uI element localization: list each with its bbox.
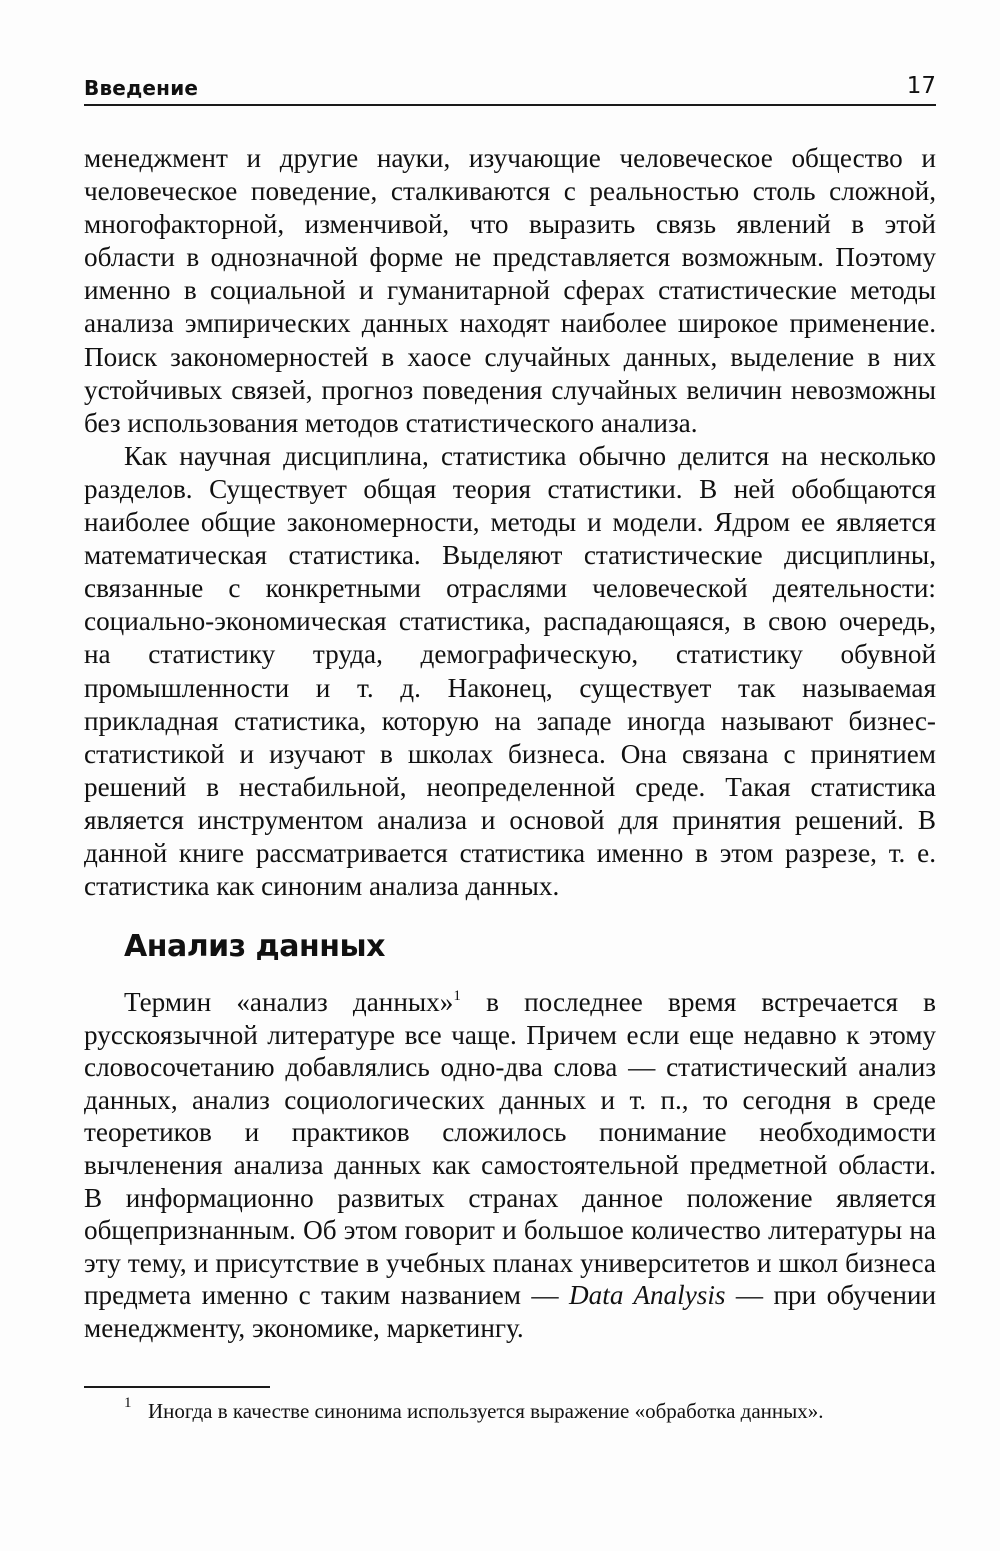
intro-paragraph-2: Как научная дисциплина, статистика обычно делится на несколько разделов. Существует общая теория статистики. В ней обобщаются наиболее общие закономерности, методы и модели. Ядром ее является математическая статистика. Выделяют статистические дисциплины, связанные с конкретными отраслями человеческой деятельности: социально-экономическая статистика, распадающаяся, в свою очередь, на статистику труда, демографическую, статистику обувной промышленности и т. д. Наконец, существует так называемая прикладная статистика, которую на западе иногда называют бизнес-статистикой и изучают в школах бизнеса. Она связана с принятием решений в нестабильной, неопределенной среде. Такая статистика является инструментом анализа и основой для принятия решений. В данной книге рассматривается статистика именно в этом разрезе, т. е. статистика как синоним анализа данных.: [84, 440, 936, 902]
section-text: [84, 986, 936, 1345]
page-number: 17: [906, 73, 936, 99]
running-title: Введение: [84, 76, 199, 100]
footnote-divider: [84, 1386, 270, 1388]
footnote-reference[interactable]: 1: [453, 988, 461, 1004]
italic-term: Data Analysis: [569, 1280, 726, 1311]
intro-text: [84, 142, 936, 903]
section-heading: Анализ данных: [124, 929, 385, 964]
intro-paragraph-1: менеджмент и другие науки, изучающие человеческое общество и человеческое поведение, сталкиваются с реальностью столь сложной, многофакторной, изменчивой, что выразить связь явлений в этой области в однозначной форме не представляется возможным. Поэтому именно в социальной и гуманитарной сферах статистические методы анализа эмпирических данных находят наиболее широкое применение. Поиск закономерностей в хаосе случайных данных, выделение в них устойчивых связей, прогноз поведения случайных величин невозможны без использования методов статистического анализа.: [84, 143, 936, 438]
section-text-start: Термин «анализ данных»: [124, 987, 454, 1017]
running-header: [84, 70, 936, 106]
section-text-end: — при обучении менеджменту, экономике, маркетингу.: [84, 1280, 936, 1343]
section-paragraph: [84, 986, 936, 1345]
footnote-text: Иногда в качестве синонима используется выражение «обработка данных».: [148, 1399, 824, 1423]
section-text-middle: в последнее время встречается в русскоязычной литературе все чаще. Причем если еще недавно к этому словосочетанию добавлялись одно-два слова — статистический анализ данных, анализ социологических данных и т. п., то сегодня в среде теоретиков и практиков сложилось понимание необходимости вычленения анализа данных как самостоятельной предметной области. В информационно развитых странах данное положение является общепризнанным. Об этом говорит и большое количество литературы на эту тему, и присутствие в учебных планах университетов и школ бизнеса предмета именно с таким названием —: [84, 987, 936, 1311]
footnote-mark: 1: [124, 1395, 132, 1411]
